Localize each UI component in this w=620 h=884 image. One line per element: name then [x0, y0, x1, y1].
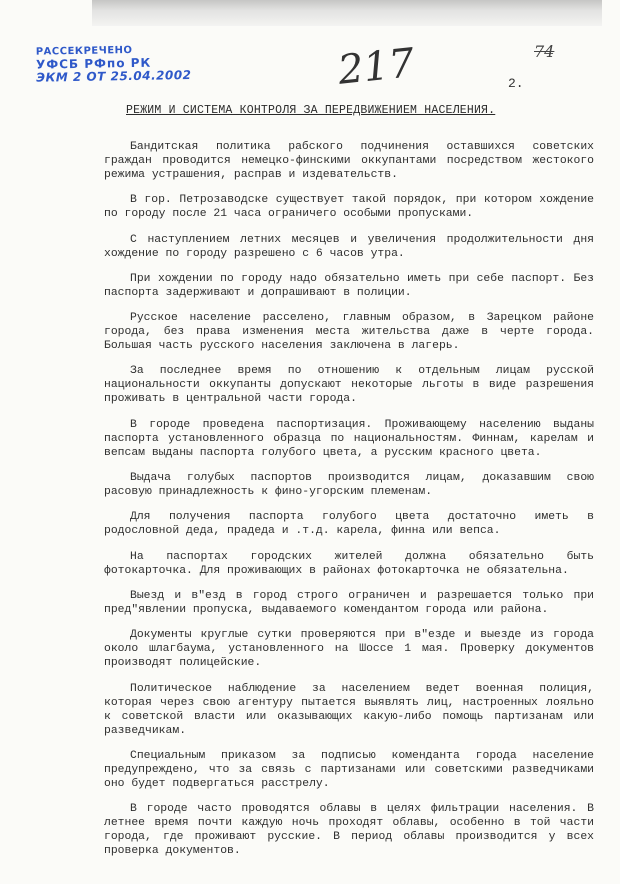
paragraph: Политическое наблюдение за населением ведет военная полиция, которая через свою агентуру пытается выявлять лиц, настроенных лояльно к советской власти или оказывающих какую-либо помощь партизанам или разведчикам.: [104, 682, 594, 737]
document-body: [104, 140, 594, 869]
paragraph: Для получения паспорта голубого цвета достаточно иметь в родословной деда, прадеда и .т.д. карела, финна или вепса.: [104, 511, 594, 538]
declassified-stamp: [36, 42, 227, 84]
handwritten-archive-number: 217: [335, 40, 417, 94]
stamp-line-2: УФСБ РФпо РК: [35, 55, 152, 72]
paragraph: В городе проведена паспортизация. Проживающему населению выданы паспорта установленного образца по национальностям. Финнам, карелам и вепсам выданы паспорта голубого цвета, а русским красного цвета.: [104, 418, 594, 459]
paragraph: За последнее время по отношению к отдельным лицам русской национальности оккупанты допускают некоторые льготы в виде разрешения проживать в центральной части города.: [104, 365, 594, 406]
paragraph: Документы круглые сутки проверяются при в"езде и выезде из города около шлагбаума, установленного на Шоссе 1 мая. Проверку документов производят полицейские.: [104, 629, 594, 670]
paragraph: С наступлением летних месяцев и увеличения продолжительности дня хождение по городу разрешено с 6 часов утра.: [104, 233, 594, 260]
scan-shadow: [92, 0, 602, 26]
document-title: РЕЖИМ И СИСТЕМА КОНТРОЛЯ ЗА ПЕРЕДВИЖЕНИЕМ НАСЕЛЕНИЯ.: [126, 104, 496, 117]
stamp-line-3: ЭКМ 2 ОТ 25.04.2002: [36, 67, 192, 85]
page-number: 2.: [508, 76, 524, 91]
paragraph: Выдача голубых паспортов производится лицам, доказавшим свою расовую принадлежность к фино-угорским племенам.: [104, 472, 594, 499]
paragraph: В городе часто проводятся облавы в целях фильтрации населения. В летнее время почти каждую ночь проходят облавы, особенно в той части города, где проживают русские. В период облавы производится у всех проверка документов.: [104, 803, 594, 858]
paragraph: Выезд и в"езд в город строго ограничен и разрешается только при пред"явлении пропуска, выдаваемого комендантом города или района.: [104, 589, 594, 616]
paragraph: В гор. Петрозаводске существует такой порядок, при котором хождение по городу после 21 часа ограничего особыми пропусками.: [104, 194, 594, 221]
paragraph: Бандитская политика рабского подчинения оставшихся советских граждан проводится немецко-финскими оккупантами посредством жестокого режима устрашения, расправ и издевательств.: [104, 141, 594, 181]
stamp-line-1: РАССЕКРЕЧЕНО: [35, 44, 133, 58]
paragraph: При хождении по городу надо обязательно иметь при себе паспорт. Без паспорта задерживают и допрашивают в полиции.: [104, 272, 594, 299]
crossed-out-page-number: 74: [534, 42, 555, 61]
paragraph: Специальным приказом за подписью коменданта города население предупреждено, что за связь с партизанами или советскими разведчиками оно будет подвергаться расстрелу.: [104, 749, 594, 790]
paragraph: Русское население расселено, главным образом, в Зарецком районе города, без права изменения места жительства даже в черте города. Большая часть русского населения заключена в лагерь.: [104, 312, 594, 353]
paragraph: На паспортах городских жителей должна обязательно быть фотокарточка. Для проживающих в районах фотокарточка не обязательна.: [104, 550, 594, 577]
